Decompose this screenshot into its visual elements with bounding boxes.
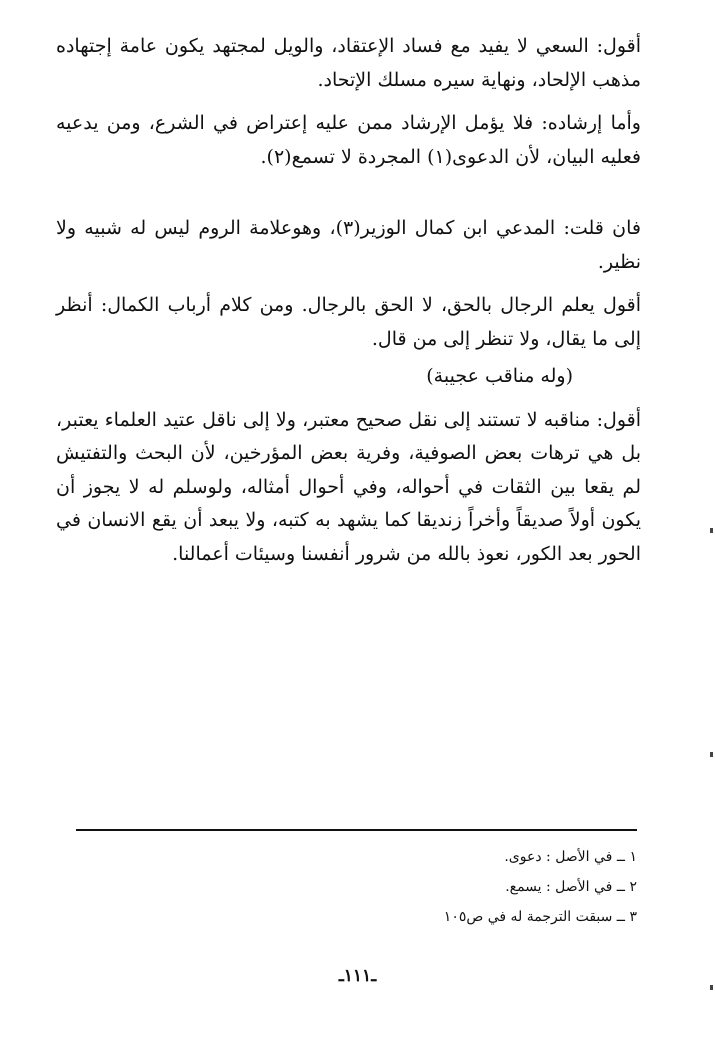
edge-mark: [710, 985, 713, 990]
footnote-1: ١ ــ في الأصل : دعوى.: [504, 849, 637, 865]
main-text: [56, 30, 641, 571]
paragraph-2: وأما إرشاده: فلا يؤمل الإرشاد ممن عليه إعتراض في الشرع، ومن يدعيه فعليه البيان، لأن الدعوى(١) المجردة لا تسمع(٢).: [56, 112, 641, 168]
paragraph-3: فان قلت: المدعي ابن كمال الوزير(٣)، وهوعلامة الروم ليس له شبيه ولا نظير.: [56, 217, 641, 273]
paragraph-5: أقول: مناقبه لا تستند إلى نقل صحيح معتبر، ولا إلى ناقل عتيد العلماء يعتبر، بل هي ترهات بعض الصوفية، وفرية بعض المؤرخين، لأن البحث والتفتيش لم يقعا بين الثقات في أحواله، وفي أحوال أمثاله، ولوسلم له لا يجوز أن يكون أولاً صديقاً وأخراً زنديقا كما يشهد به كتبه، ولا يبعد أن يقع الانسان في الحور بعد الكور، نعوذ بالله من شرور أنفسنا وسيئات أعمالنا.: [56, 408, 641, 565]
footnotes: [237, 842, 637, 932]
paragraph-4: أقول يعلم الرجال بالحق، لا الحق بالرجال. ومن كلام أرباب الكمال: أنظر إلى ما يقال، ولا تنظر إلى من قال.: [56, 294, 641, 350]
edge-mark: [710, 528, 713, 533]
footnote-3: ٣ ــ سبقت الترجمة له في ص١٠٥: [443, 909, 637, 925]
section-heading: (وله مناقب عجيبة): [426, 365, 573, 387]
footnote-divider: [76, 829, 637, 831]
page-number: ـ١١١ـ: [338, 966, 377, 986]
edge-mark: [710, 752, 713, 757]
footnote-2: ٢ ــ في الأصل : يسمع.: [505, 879, 637, 895]
paragraph-1: أقول: السعي لا يفيد مع فساد الإعتقاد، والويل لمجتهد يكون عامة إجتهاده مذهب الإلحاد، ونهاية سيره مسلك الإتحاد.: [56, 35, 641, 91]
